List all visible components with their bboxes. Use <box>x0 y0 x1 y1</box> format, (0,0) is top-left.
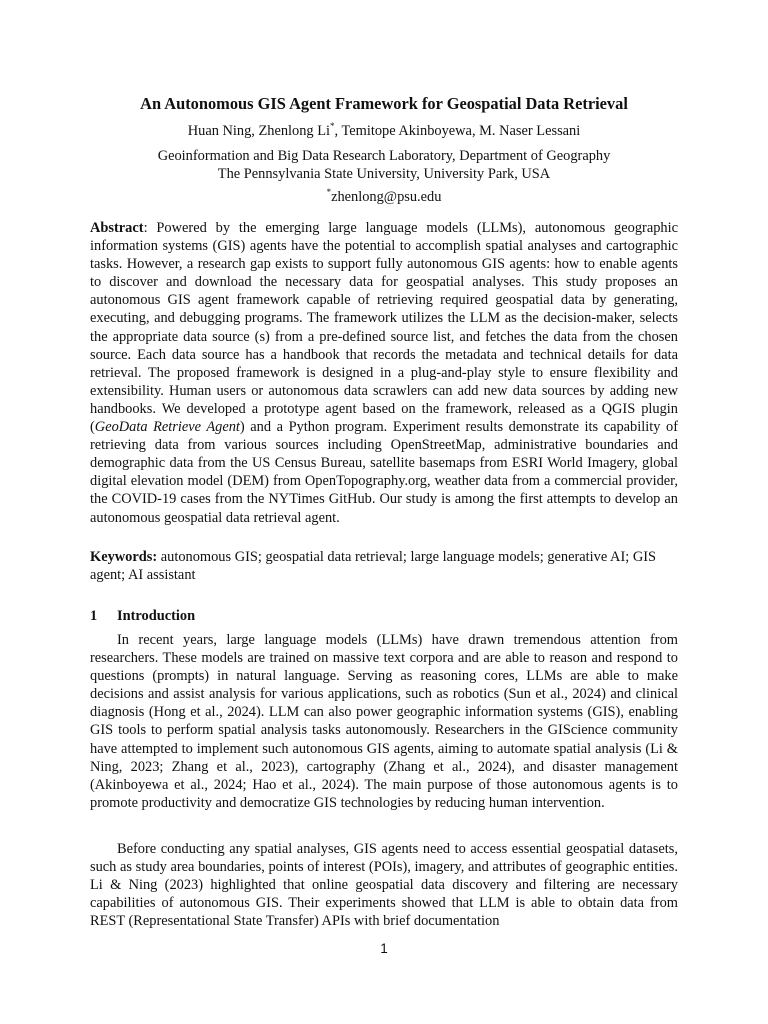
contact-email: zhenlong@psu.edu <box>331 188 442 205</box>
abstract-text-1: : Powered by the emerging large language models (LLMs), autonomous geographic information systems (GIS) agents have the potential to accomplish spatial analyses and cartographic tasks. However, a research gap exists to support fully autonomous GIS agents: how to enable agents to discover and download the necessary data for geospatial analyses. This study proposes an autonomous GIS agent framework capable of retrieving required geospatial data by generating, executing, and debugging programs. The framework utilizes the LLM as the decision-maker, selects the appropriate data source (s) from a pre-defined source list, and fetches the data from the chosen source. Each data source has a handbook that records the metadata and technical details for data retrieval. The proposed framework is designed in a plug-and-play style to ensure flexibility and extensibility. Human users or autonomous data scrawlers can add new data sources by adding new handbooks. We developed a prototype agent based on the framework, released as a QGIS plugin ( <box>90 220 678 436</box>
abstract-label: Abstract <box>90 220 144 236</box>
abstract-plugin-name: GeoData Retrieve Agent <box>94 419 240 436</box>
authors-first: Huan Ning, Zhenlong Li <box>187 122 331 139</box>
section-number: 1 <box>90 608 98 624</box>
email-mark: * <box>326 187 332 197</box>
contact-email-line <box>0 183 768 206</box>
abstract-text-2: ) and a Python program. Experiment results demonstrate its capability of retrieving data from various sources including OpenStreetMap, administrative boundaries and demographic data from the US Census Bureau, satellite basemaps from ESRI World Imagery, global digital elevation model (DEM) from OpenTopography.org, weather data from a commercial provider, the COVID-19 cases from the NYTimes GitHub. Our study is among the first attempts to develop an autonomous geospatial data retrieval agent. <box>90 419 678 526</box>
affiliation-line-1: Geoinformation and Big Data Research Laboratory, Department of Geography <box>157 148 611 164</box>
author-list <box>0 121 768 140</box>
abstract <box>90 219 678 527</box>
intro-paragraph-2: Before conducting any spatial analyses, GIS agents need to access essential geospatial datasets, such as study area boundaries, points of interest (POIs), imagery, and attributes of geographic entities. Li & Ning (2023) highlighted that online geospatial data discovery and filtering are necessary capabilities of autonomous GIS. Their experiments showed that LLM is able to obtain data from REST (Representational State Transfer) APIs with brief documentation <box>90 841 678 930</box>
corresponding-author-mark: * <box>330 121 335 131</box>
affiliation <box>0 147 768 206</box>
intro-paragraph-1: In recent years, large language models (LLMs) have drawn tremendous attention from researchers. These models are trained on massive text corpora and are able to reason and respond to questions (prompts) in natural language. Serving as reasoning cores, LLMs are able to make decisions and assist analysis for various applications, such as robotics (Sun et al., 2024) and clinical diagnosis (Hong et al., 2024). LLM can also power geographic information systems (GIS), enabling GIS tools to perform spatial analysis tasks autonomously. Researchers in the GIScience community have attempted to implement such autonomous GIS agents, aiming to automate spatial analysis (Li & Ning, 2023; Zhang et al., 2023), cartography (Zhang et al., 2024), and disaster management (Akinboyewa et al., 2024; Hao et al., 2024). The main purpose of those autonomous agents is to promote productivity and democratize GIS technologies by reducing human intervention. <box>90 632 678 811</box>
affiliation-line-2: The Pennsylvania State University, University Park, USA <box>217 166 551 182</box>
page-number: 1 <box>380 941 388 956</box>
keywords-label: Keywords: <box>90 549 158 565</box>
authors-rest: , Temitope Akinboyewa, M. Naser Lessani <box>334 122 581 139</box>
keywords-text: autonomous GIS; geospatial data retrieval; large language models; generative AI; GIS agent; AI assistant <box>90 549 657 584</box>
paper-title: An Autonomous GIS Agent Framework for Geospatial Data Retrieval <box>140 94 628 113</box>
keywords <box>90 548 678 584</box>
section-heading <box>90 608 678 625</box>
section-title: Introduction <box>117 608 196 624</box>
